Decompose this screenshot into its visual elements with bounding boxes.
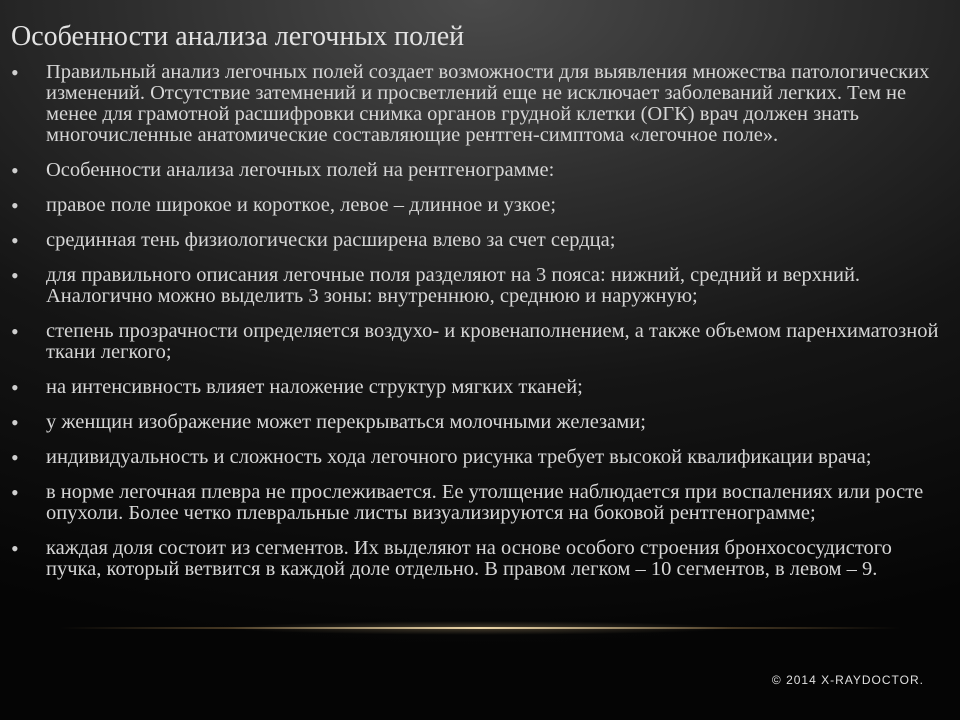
bullet-text: срединная тень физиологически расширена влево за счет сердца; — [46, 229, 616, 251]
bullet-item — [0, 538, 960, 580]
bullet-item — [0, 230, 960, 251]
bullet-text: для правильного описания легочные поля разделяют на 3 пояса: нижний, средний и верхний. Аналогично можно выделить 3 зоны: внутреннюю, среднюю и наружную; — [46, 264, 861, 307]
copyright-footer: © 2014 X-RAYDOCTOR. — [771, 673, 924, 687]
bullet-icon: • — [11, 158, 19, 183]
bullet-item — [0, 195, 960, 216]
bullet-text: в норме легочная плевра не прослеживается. Ее утолщение наблюдается при воспалениях или росте опухоли. Более четко плевральные листы визуализируются на боковой рентгенограмме; — [46, 481, 924, 524]
bullet-item — [0, 377, 960, 398]
bullet-item — [0, 447, 960, 468]
bullet-icon: • — [11, 60, 19, 85]
bullet-text: на интенсивность влияет наложение структур мягких тканей; — [46, 376, 583, 398]
bullet-icon: • — [11, 410, 19, 435]
bullet-item — [0, 321, 960, 363]
bullet-list — [0, 62, 960, 594]
bullet-icon: • — [11, 536, 19, 561]
bullet-item — [0, 62, 960, 146]
bullet-item — [0, 412, 960, 433]
bullet-item — [0, 265, 960, 307]
decorative-glow-divider — [60, 627, 900, 629]
slide-title: Особенности анализа легочных полей — [11, 21, 465, 52]
bullet-icon: • — [11, 228, 19, 253]
bullet-icon: • — [11, 319, 19, 344]
bullet-icon: • — [11, 445, 19, 470]
bullet-text: Особенности анализа легочных полей на рентгенограмме: — [46, 159, 555, 181]
bullet-text: каждая доля состоит из сегментов. Их выделяют на основе особого строения бронхососудистого пучка, который ветвится в каждой доле отдельно. В правом легком – 10 сегментов, в левом – 9. — [46, 537, 892, 580]
bullet-text: у женщин изображение может перекрываться молочными железами; — [46, 411, 646, 433]
bullet-item — [0, 482, 960, 524]
bullet-icon: • — [11, 480, 19, 505]
bullet-icon: • — [11, 263, 19, 288]
bullet-text: индивидуальность и сложность хода легочного рисунка требует высокой квалификации врача; — [46, 446, 872, 468]
bullet-icon: • — [11, 193, 19, 218]
bullet-item — [0, 160, 960, 181]
bullet-icon: • — [11, 375, 19, 400]
bullet-text: правое поле широкое и короткое, левое – длинное и узкое; — [46, 194, 557, 216]
bullet-text: Правильный анализ легочных полей создает возможности для выявления множества патологических изменений. Отсутствие затемнений и просветлений еще не исключает заболеваний легких. Тем не менее для грамотной расшифровки снимка органов грудной клетки (ОГК) врач должен знать многочисленные анатомические составляющие рентген-симптома «легочное поле». — [46, 61, 930, 146]
bullet-text: степень прозрачности определяется воздухо- и кровенаполнением, а также объемом паренхиматозной ткани легкого; — [46, 320, 939, 363]
